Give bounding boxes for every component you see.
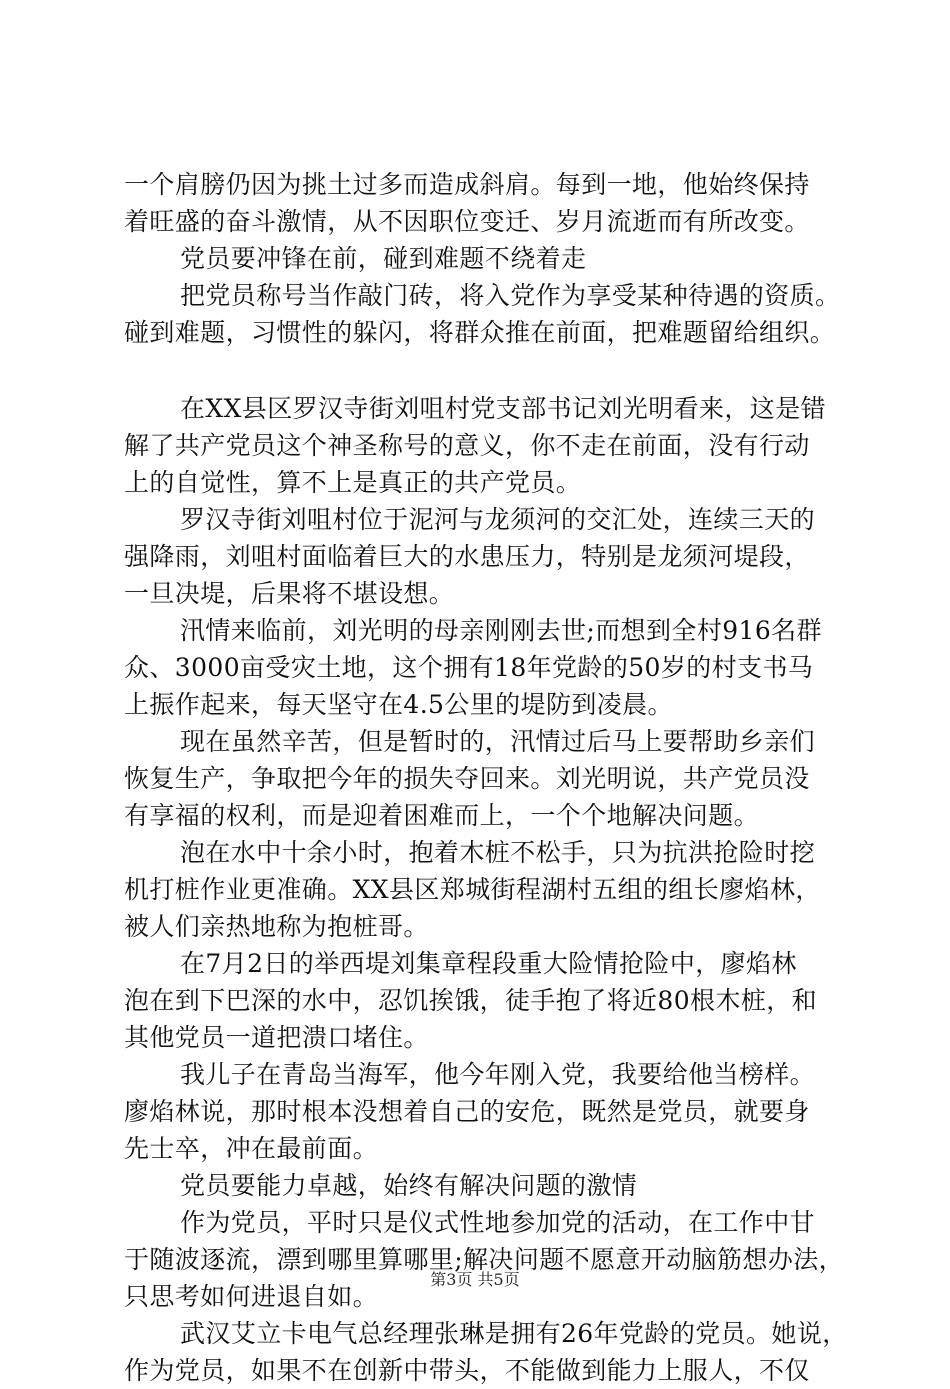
text-line: 只思考如何进退自如。 <box>124 1282 379 1311</box>
text-line: 众、3000亩受灾土地，这个拥有18年党龄的50岁的村支书马 <box>124 653 814 682</box>
text-line: 作为党员，如果不在创新中带头，不能做到能力上服人，不仅 <box>124 1356 810 1385</box>
text-line: 机打桩作业更准确。XX县区郑城街程湖村五组的组长廖焰林， <box>124 875 821 904</box>
text-line: 泡在水中十余小时，抱着木桩不松手，只为抗洪抢险时挖 <box>180 838 816 867</box>
text-line: 党员要能力卓越，始终有解决问题的激情 <box>180 1171 638 1200</box>
text-line: 现在虽然辛苦，但是暂时的，汛情过后马上要帮助乡亲们 <box>180 727 816 756</box>
text-line: 被人们亲热地称为抱桩哥。 <box>124 912 429 941</box>
text-line: 把党员称号当作敲门砖，将入党作为享受某种待遇的资质。 <box>180 281 841 310</box>
text-line: 于随波逐流，漂到哪里算哪里;解决问题不愿意开动脑筋想办法， <box>124 1245 845 1274</box>
document-body <box>124 166 848 1389</box>
text-line: 上振作起来，每天坚守在4.5公里的堤防到凌晨。 <box>124 690 673 719</box>
text-line: 廖焰林说，那时根本没想着自己的安危，既然是党员，就要身 <box>124 1097 810 1126</box>
text-line: 汛情来临前，刘光明的母亲刚刚去世;而想到全村916名群 <box>180 616 822 645</box>
paragraph-gap <box>124 351 844 390</box>
text-line: 上的自觉性，算不上是真正的共产党员。 <box>124 468 582 497</box>
text-line: 有享福的权利，而是迎着困难而上，一个个地解决问题。 <box>124 801 760 830</box>
text-line: 一旦决堤，后果将不堪设想。 <box>124 579 455 608</box>
text-line: 在XX县区罗汉寺街刘咀村党支部书记刘光明看来，这是错 <box>180 394 826 423</box>
text-line: 碰到难题，习惯性的躲闪，将群众推在前面，把难题留给组织。 <box>124 318 836 347</box>
text-line: 泡在到下巴深的水中，忍饥挨饿，徒手抱了将近80根木桩，和 <box>124 986 818 1015</box>
page-footer: 第3页 共5页 <box>430 1270 520 1289</box>
text-line: 恢复生产，争取把今年的损失夺回来。刘光明说，共产党员没 <box>124 764 810 793</box>
text-line: 我儿子在青岛当海军，他今年刚入党，我要给他当榜样。 <box>180 1060 816 1089</box>
text-line: 着旺盛的奋斗激情，从不因职位变迁、岁月流逝而有所改变。 <box>124 207 810 236</box>
text-line: 解了共产党员这个神圣称号的意义，你不走在前面，没有行动 <box>124 431 810 460</box>
text-line: 先士卒，冲在最前面。 <box>124 1134 379 1163</box>
text-line: 在7月2日的举西堤刘集章程段重大险情抢险中，廖焰林 <box>180 949 797 978</box>
text-line: 武汉艾立卡电气总经理张琳是拥有26年党龄的党员。她说， <box>180 1319 848 1348</box>
text-line: 其他党员一道把溃口堵住。 <box>124 1023 429 1052</box>
text-line: 一个肩膀仍因为挑土过多而造成斜肩。每到一地，他始终保持 <box>124 170 810 199</box>
text-line: 党员要冲锋在前，碰到难题不绕着走 <box>180 244 587 273</box>
text-line: 罗汉寺街刘咀村位于泥河与龙须河的交汇处，连续三天的 <box>180 505 816 534</box>
text-line: 作为党员，平时只是仪式性地参加党的活动，在工作中甘 <box>180 1208 816 1237</box>
text-line: 强降雨，刘咀村面临着巨大的水患压力，特别是龙须河堤段， <box>124 542 810 571</box>
